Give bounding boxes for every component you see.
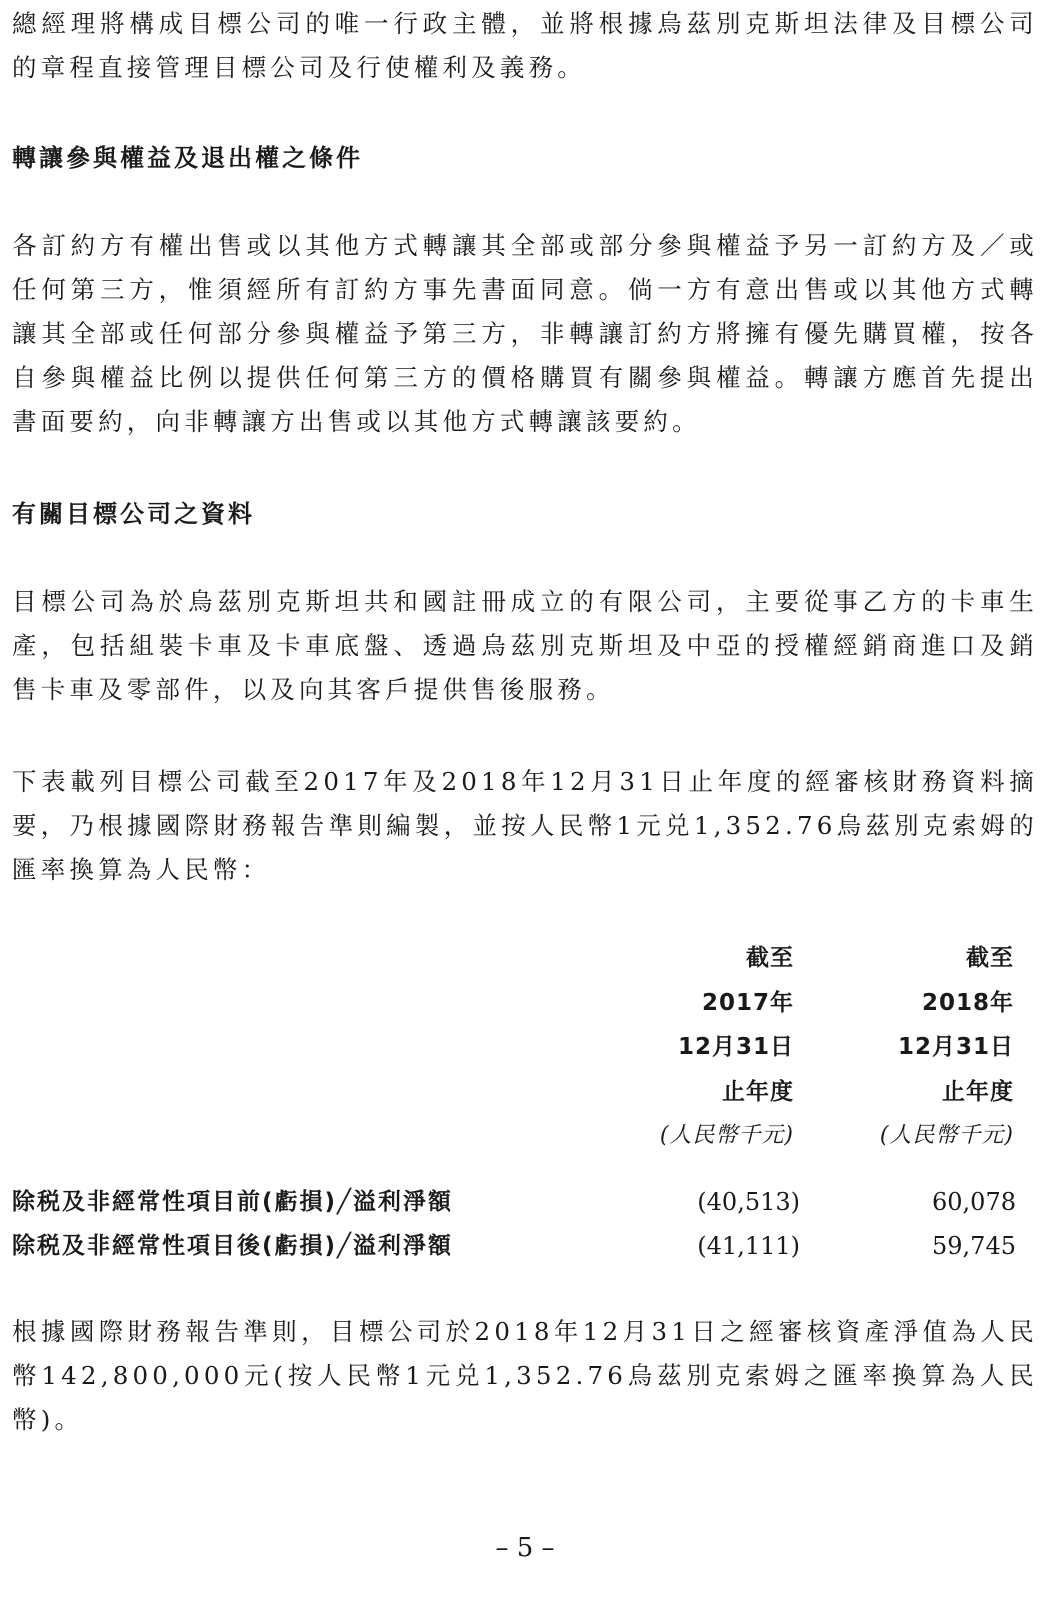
row-value-2017: (41,111) <box>697 1232 800 1260</box>
paragraph-target-company-description: 目標公司為於烏茲別克斯坦共和國註冊成立的有限公司，主要從事乙方的卡車生產，包括組裝卡車及卡車底盤、透過烏茲別克斯坦及中亞的授權經銷商進口及銷售卡車及零部件，以及向其客戶提供售後服務。 <box>12 587 1038 704</box>
heading-target-company-info: 有關目標公司之資料 <box>12 500 255 528</box>
column-header-date: 12月31日 <box>677 1034 794 1060</box>
column-header-line: 截至 <box>746 945 794 971</box>
paragraph-transfer-rights: 各訂約方有權出售或以其他方式轉讓其全部或部分參與權益予另一訂約方及／或任何第三方，惟須經所有訂約方事先書面同意。倘一方有意出售或以其他方式轉讓其全部或任何部分參與權益予第三方，非轉讓訂約方將擁有優先購買權，按各自參與權益比例以提供任何第三方的價格購買有關參與權益。轉讓方應首先提出書面要約，向非轉讓方出售或以其他方式轉讓該要約。 <box>12 231 1038 436</box>
page-number: – 5 – <box>495 1533 555 1563</box>
column-header-unit: (人民幣千元) <box>659 1123 794 1148</box>
column-header-2017 <box>554 936 794 1159</box>
column-header-period: 止年度 <box>722 1078 794 1105</box>
row-label: 除税及非經常性項目後(虧損)╱溢利淨額 <box>12 1233 453 1259</box>
column-header-unit: (人民幣千元) <box>879 1123 1014 1148</box>
column-header-period: 止年度 <box>942 1078 1014 1105</box>
table-row-before-tax <box>12 1180 1016 1224</box>
heading-transfer-conditions: 轉讓參與權益及退出權之條件 <box>12 144 363 172</box>
row-label: 除税及非經常性項目前(虧損)╱溢利淨額 <box>12 1189 453 1215</box>
paragraph-net-asset-value: 根據國際財務報告準則，目標公司於2018年12月31日之經審核資產淨值為人民幣142,800,000元(按人民幣1元兑1,352.76烏茲別克索姆之匯率換算為人民幣)。 <box>12 1317 1038 1434</box>
paragraph-financial-summary-intro: 下表載列目標公司截至2017年及2018年12月31日止年度的經審核財務資料摘要，乃根據國際財務報告準則編製，並按人民幣1元兑1,352.76烏茲別克索姆的匯率換算為人民幣： <box>12 767 1038 884</box>
row-value-2018: 59,745 <box>932 1232 1016 1260</box>
column-header-line: 截至 <box>966 945 1014 971</box>
column-header-year: 2018年 <box>921 989 1014 1016</box>
column-header-2018 <box>774 936 1014 1159</box>
table-row-after-tax <box>12 1224 1016 1268</box>
column-header-year: 2017年 <box>701 989 794 1016</box>
paragraph-general-manager: 總經理將構成目標公司的唯一行政主體，並將根據烏茲別克斯坦法律及目標公司的章程直接管理目標公司及行使權利及義務。 <box>12 9 1038 82</box>
row-value-2017: (40,513) <box>697 1188 800 1216</box>
row-value-2018: 60,078 <box>932 1188 1016 1216</box>
column-header-date: 12月31日 <box>897 1034 1014 1060</box>
